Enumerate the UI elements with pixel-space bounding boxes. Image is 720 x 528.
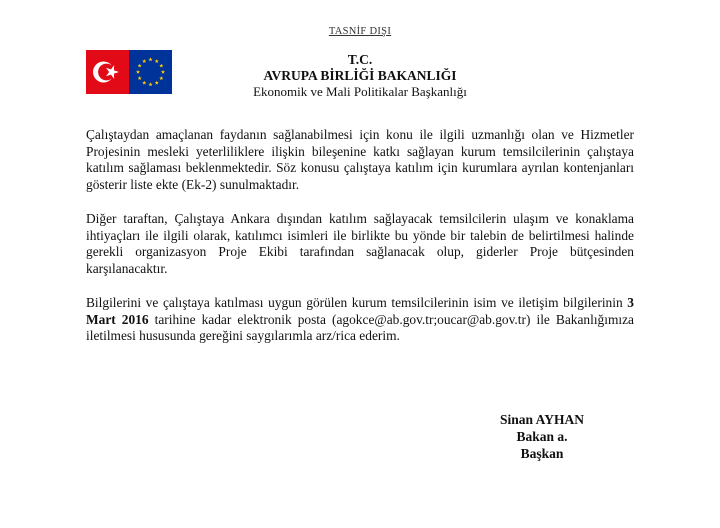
paragraph-3-closing: tarihine kadar elektronik posta (agokce@ab.gov.tr;oucar@ab.gov.tr) ile Bakanlığımıza iletilmesi hususunda gereğini saygılarımla arz/rica ederim. <box>86 311 634 344</box>
signatory-name: Sinan AYHAN <box>500 412 584 427</box>
body-paragraph-3 <box>86 295 634 345</box>
header-ministry: AVRUPA BİRLİĞİ BAKANLIĞI <box>263 68 457 83</box>
body-paragraph-2: Diğer taraftan, Çalıştaya Ankara dışından katılım sağlayacak temsilcilerin ulaşım ve konaklama ihtiyaçları ile ilgili olarak, katılımcı isimleri ile birlikte bu yönde bir talebin de belirtilmesi halinde gerekli organizasyon Proje Ekibi tarafından sağlanacak olup, giderler Proje bütçesinden karşılanacaktır. <box>86 211 634 276</box>
signature-block <box>462 411 622 462</box>
header-department: Ekonomik ve Mali Politikalar Başkanlığı <box>253 84 467 99</box>
classification-label: TASNİF DIŞI <box>328 26 392 37</box>
body-paragraph-1: Çalıştaydan amaçlanan faydanın sağlanabilmesi için konu ile ilgili uzmanlığı olan ve Hizmetler Projesinin mesleki yeterliliklere ilişkin bileşenine katkı sağlayan kurum temsilcilerinin çalıştaya katılım sağlaması beklenmektedir. Söz konusu çalıştaya katılım için kurumlara ayrılan kontenjanları gösterir liste ekte (Ek-2) sunulmaktadır. <box>86 127 634 192</box>
paragraph-3-intro: Bilgilerini ve çalıştaya katılması uygun görülen kurum temsilcilerinin isim ve iletişim bilgilerinin <box>86 295 628 310</box>
deadline-date: 3 Mart 2016 <box>86 295 634 327</box>
signatory-title-1: Bakan a. <box>516 429 568 444</box>
letterhead <box>0 52 720 100</box>
signatory-title-2: Başkan <box>520 446 564 461</box>
header-tc: T.C. <box>347 52 373 67</box>
